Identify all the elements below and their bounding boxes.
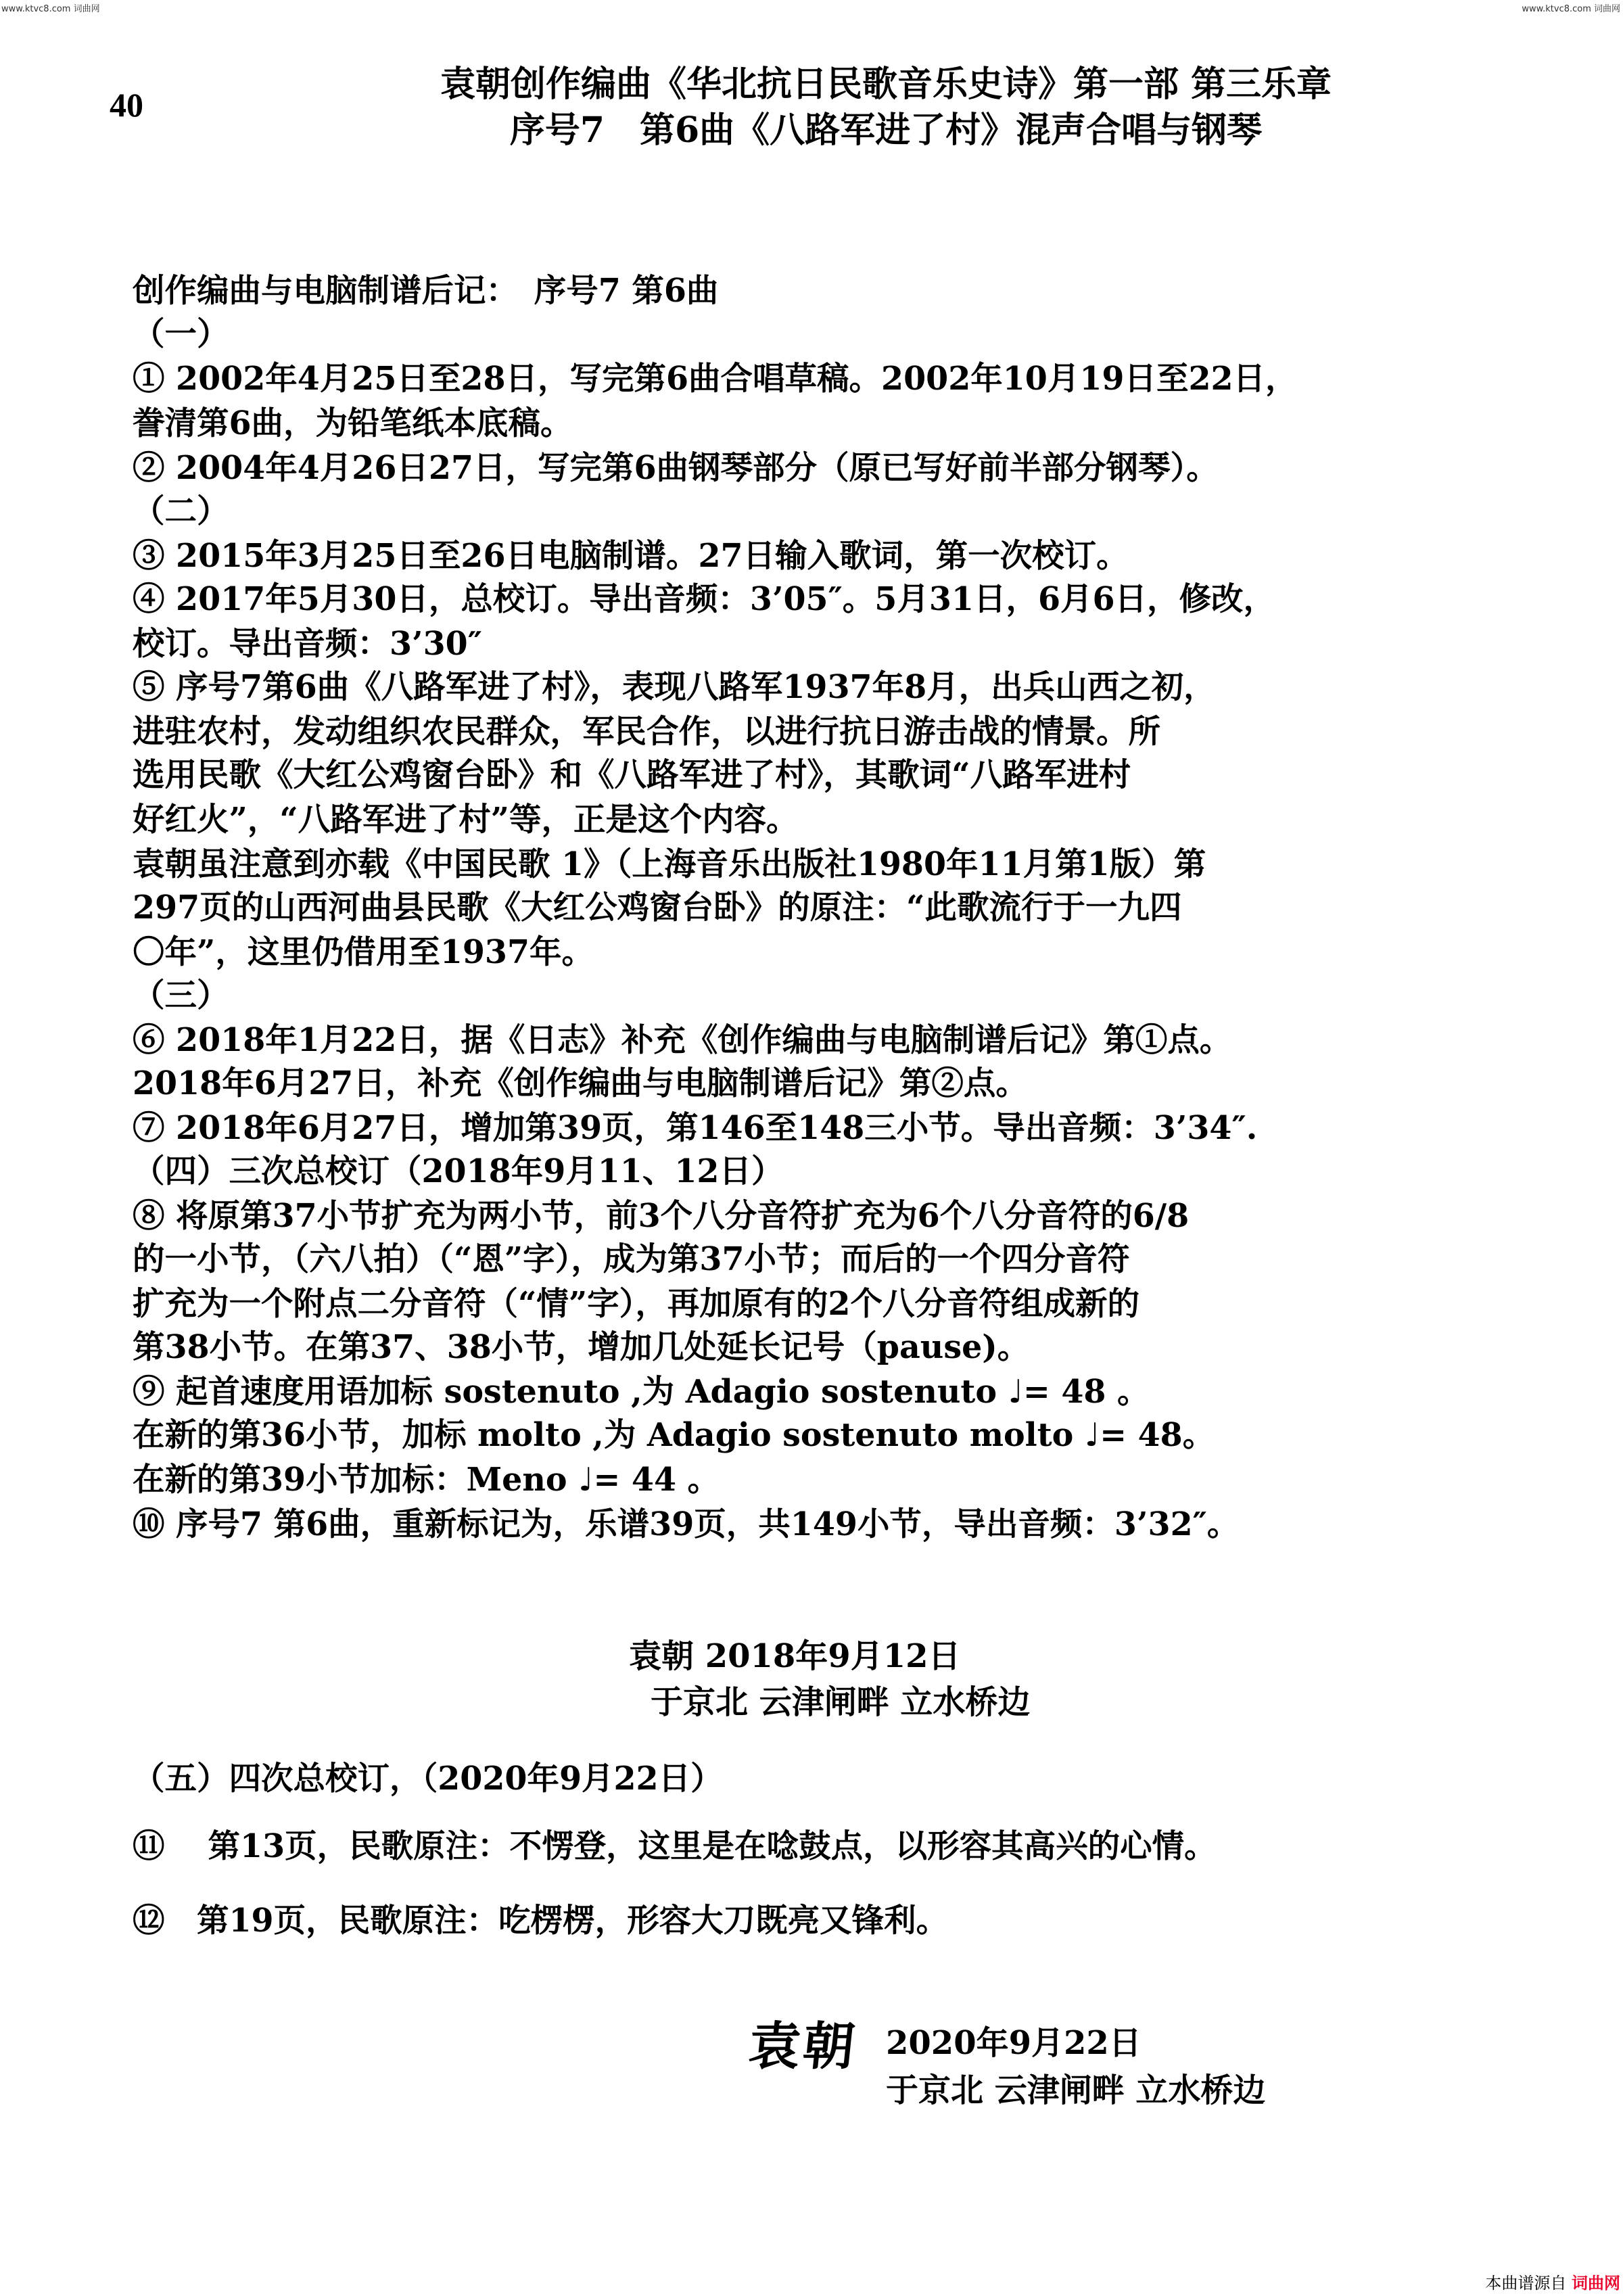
body-line: 扩充为一个附点二分音符（“情”字），再加原有的2个八分音符组成新的: [133, 1285, 1139, 1323]
footer-credit: [1485, 2270, 1620, 2293]
body-line: 297页的山西河曲县民歌《大红公鸡窗台卧》的原注：“此歌流行于一九四: [133, 889, 1182, 927]
body-line: ③ 2015年3月25日至26日电脑制谱。27日输入歌词，第一次校订。: [133, 537, 1129, 575]
footer-site-logo: 词曲网: [1572, 2274, 1620, 2293]
body-line: ② 2004年4月26日27日，写完第6曲钢琴部分（原已写好前半部分钢琴）。: [133, 449, 1219, 487]
page-subtitle: 序号7 第6曲《八路军进了村》混声合唱与钢琴: [509, 110, 1263, 151]
section5-heading: （五）四次总校订，（2020年9月22日）: [133, 1760, 723, 1798]
page-title: 袁朝创作编曲《华北抗日民歌音乐史诗》第一部 第三乐章: [440, 64, 1332, 105]
body-line: ⑦ 2018年6月27日，增加第39页，第146至148三小节。导出音频：3’34″.: [133, 1109, 1258, 1147]
body-line: （一）: [133, 315, 229, 353]
body-line: ⑤ 序号7第6曲《八路军进了村》，表现八路军1937年8月，出兵山西之初，: [133, 668, 1216, 706]
body-line: ⑥ 2018年1月22日，据《日志》补充《创作编曲与电脑制谱后记》第①点。: [133, 1021, 1232, 1059]
body-line: ④ 2017年5月30日，总校订。导出音频：3’05″。5月31日，6月6日，修改，: [133, 580, 1276, 618]
body-line: （二）: [133, 492, 229, 530]
body-line: （三）: [133, 977, 229, 1014]
body-line: ① 2002年4月25日至28日，写完第6曲合唱草稿。2002年10月19日至22日，: [133, 360, 1298, 398]
body-line: 第38小节。在第37、38小节，增加几处延长记号（pause)。: [133, 1328, 1030, 1366]
body-line: 在新的第36小节，加标 molto ,为 Adagio sostenuto molto ♩= 48。: [133, 1416, 1215, 1454]
signature1-line2: 于京北 云津闸畔 立水桥边: [651, 1683, 1031, 1721]
signature2-name: 袁朝: [745, 2016, 861, 2076]
section5-item-11: ⑪ 第13页，民歌原注：不愣登，这里是在唸鼓点，以形容其高兴的心情。: [133, 1827, 1217, 1865]
body-line: 的一小节，（六八拍）（“恩”字），成为第37小节；而后的一个四分音符: [133, 1240, 1130, 1278]
body-line: 袁朝虽注意到亦载《中国民歌 1》（上海音乐出版社1980年11月第1版）第: [133, 845, 1206, 883]
signature2-place: 于京北 云津闸畔 立水桥边: [886, 2071, 1266, 2109]
body-line: ⑨ 起首速度用语加标 sostenuto ,为 Adagio sostenuto ♩= 48 。: [133, 1373, 1150, 1411]
body-line: ⑩ 序号7 第6曲，重新标记为，乐谱39页，共149小节，导出音频：3’32″。: [133, 1505, 1240, 1543]
body-line: 在新的第39小节加标：Meno ♩= 44 。: [133, 1461, 720, 1499]
body-line: 创作编曲与电脑制谱后记： 序号7 第6曲: [133, 272, 719, 310]
watermark-top-right: www.ktvc8.com 词曲网: [1522, 4, 1620, 14]
body-line: ⑧ 将原第37小节扩充为两小节，前3个八分音符扩充为6个八分音符的6/8: [133, 1197, 1190, 1235]
signature1-line1: 袁朝 2018年9月12日: [629, 1637, 961, 1675]
body-line: 2018年6月27日，补充《创作编曲与电脑制谱后记》第②点。: [133, 1064, 1028, 1102]
body-line: 校订。导出音频：3’30″: [133, 625, 482, 663]
body-line: 〇年”，这里仍借用至1937年。: [133, 933, 594, 971]
footer-credit-text: 本曲谱源自: [1485, 2274, 1567, 2293]
signature2-date: 2020年9月22日: [886, 2024, 1142, 2062]
page-number: 40: [110, 86, 143, 124]
body-line: 选用民歌《大红公鸡窗台卧》和《八路军进了村》，其歌词“八路军进村: [133, 756, 1131, 794]
body-line: （四）三次总校订（2018年9月11、12日）: [133, 1152, 784, 1190]
watermark-top-left: www.ktvc8.com 词曲网: [1, 4, 100, 14]
body-line: 进驻农村，发动组织农民群众，军民合作，以进行抗日游击战的情景。所: [133, 713, 1160, 751]
section5-item-12: ⑫ 第19页，民歌原注：吃楞楞，形容大刀既亮又锋利。: [133, 1902, 949, 1940]
body-line: 誊清第6曲，为铅笔纸本底稿。: [133, 404, 573, 442]
body-line: 好红火”，“八路军进了村”等，正是这个内容。: [133, 801, 799, 839]
